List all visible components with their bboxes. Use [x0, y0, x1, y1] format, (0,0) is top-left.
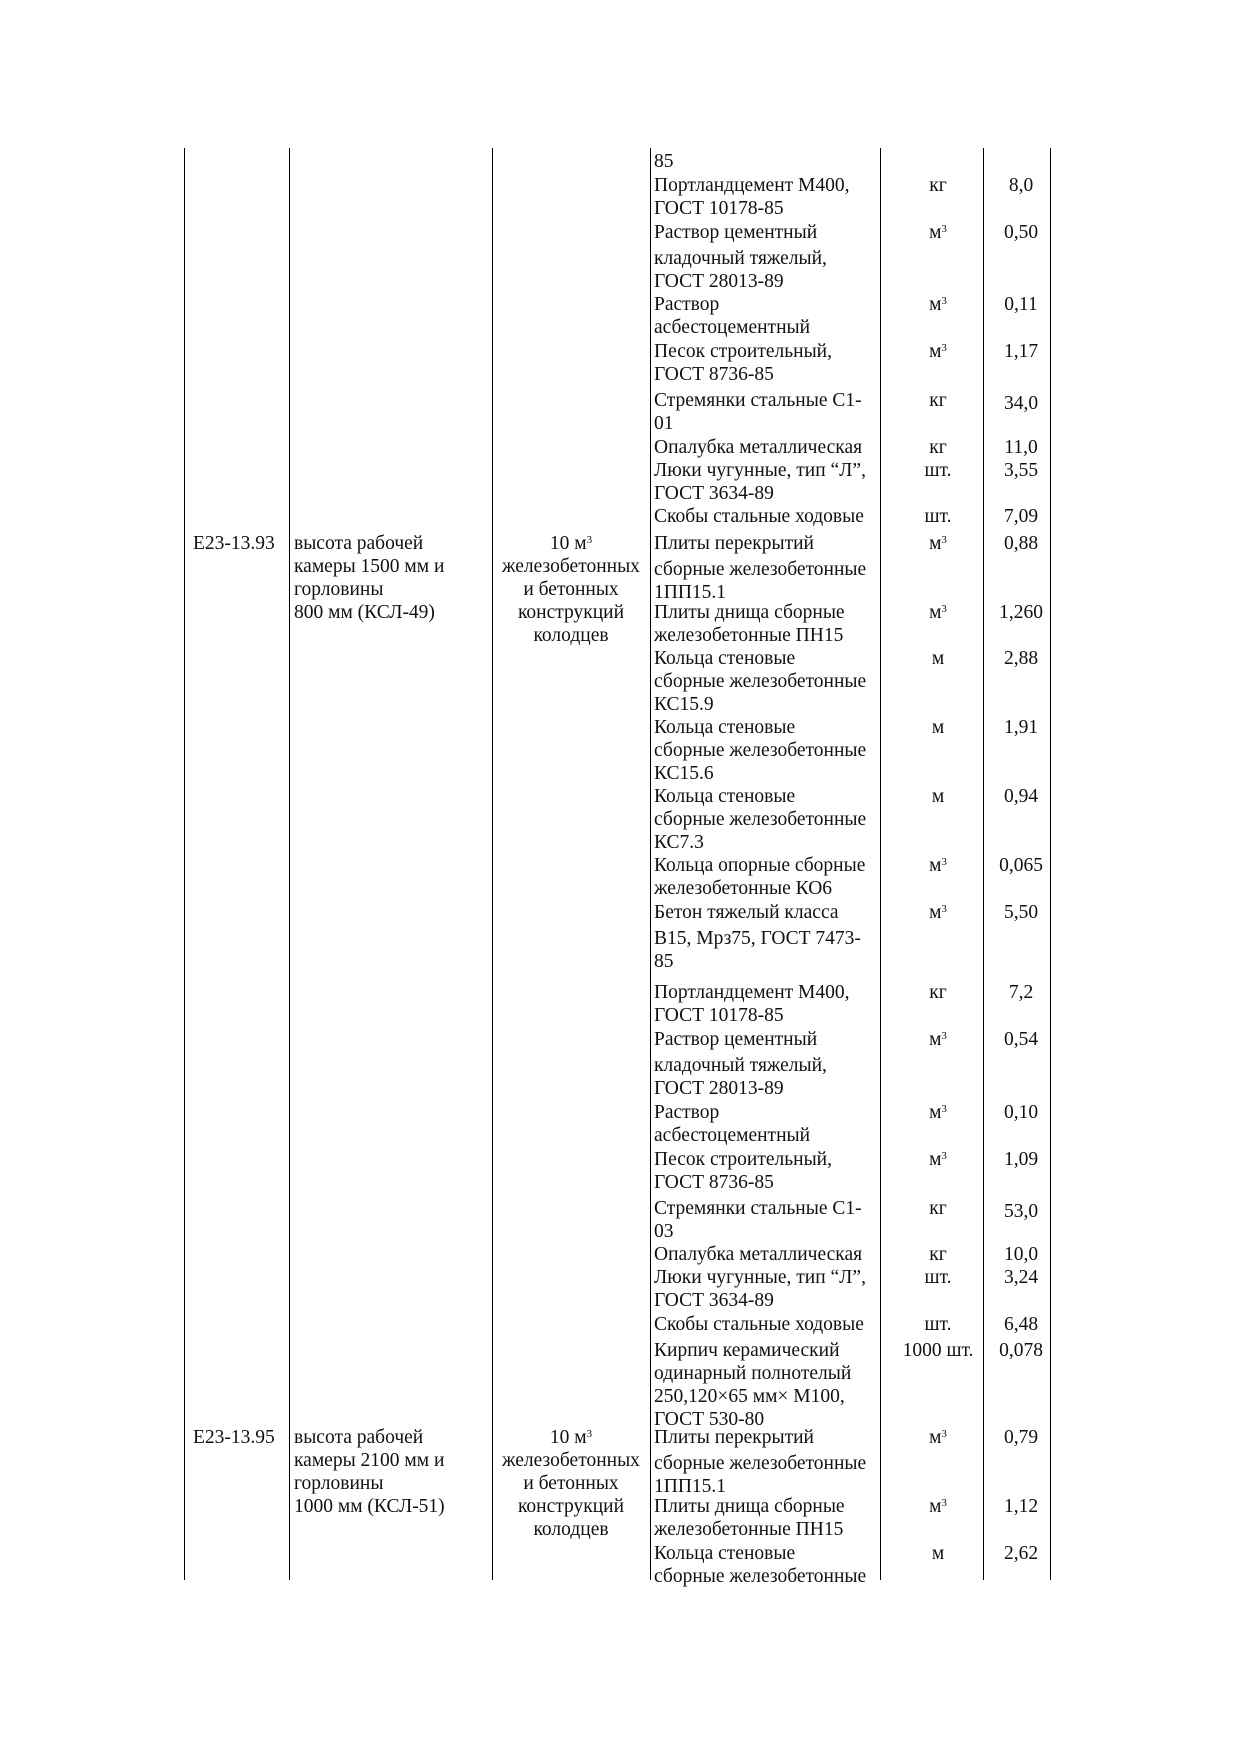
resource-name: [654, 1313, 864, 1336]
desc-line: высота рабочей: [294, 533, 424, 554]
column-divider: [650, 148, 651, 1580]
resource-line: сборные железобетонные: [654, 740, 867, 761]
resource-name: [654, 1426, 866, 1498]
unit-line: железобетонных: [502, 556, 640, 577]
unit-of-measure: 1000 шт.: [902, 1340, 974, 1361]
resource-line: ГОСТ 10178-85: [654, 198, 784, 219]
resource-name: [654, 221, 827, 293]
resource-name: [654, 532, 866, 604]
column-divider: [880, 148, 881, 1580]
quantity: 0,10: [1003, 1102, 1039, 1123]
unit-of-measure: кг: [929, 437, 947, 458]
unit-of-measure: шт.: [924, 506, 952, 527]
unit-value-line: 10 $м^3$: [549, 1427, 593, 1448]
item-description: [294, 1426, 445, 1518]
resource-name: [654, 981, 850, 1027]
resource-line: железобетонные ПН15: [654, 625, 844, 646]
quantity: 0,065: [999, 855, 1043, 876]
resource-line: Кольца стеновые: [654, 1543, 796, 1564]
resource-line: Скобы стальные ходовые: [654, 1314, 864, 1335]
resource-line: 85: [654, 151, 674, 172]
resource-name: [654, 1495, 845, 1541]
resource-line: 85: [654, 951, 674, 972]
unit-of-measure: $м^3$: [929, 855, 947, 876]
resource-line: Раствор цементный: [654, 222, 818, 243]
quantity: 2,88: [1003, 648, 1039, 669]
resource-line: ГОСТ 530-80: [654, 1409, 765, 1430]
resource-line: Кольца стеновые: [654, 786, 796, 807]
resource-line: одинарный полнотелый: [654, 1363, 852, 1384]
unit-of-measure: кг: [929, 390, 947, 411]
quantity: 6,48: [1003, 1314, 1039, 1335]
resource-line: сборные железобетонные: [654, 1566, 867, 1587]
resource-line: ГОСТ 28013-89: [654, 1078, 784, 1099]
resource-line: КС7.3: [654, 832, 704, 853]
resource-line: Бетон тяжелый класса: [654, 902, 839, 923]
resource-name: [654, 647, 866, 716]
unit-line: колодцев: [533, 625, 609, 646]
resource-line: Опалубка металлическая: [654, 437, 863, 458]
resource-line: Кольца опорные сборные: [654, 855, 866, 876]
unit-of-measure: $м^3$: [929, 1496, 947, 1517]
resource-line: Кольца стеновые: [654, 717, 796, 738]
resource-name: [654, 459, 866, 505]
resource-name: [654, 340, 832, 386]
unit-of-measure: $м^3$: [929, 222, 947, 243]
quantity: 11,0: [1004, 437, 1038, 458]
unit-of-measure: шт.: [924, 460, 952, 481]
resource-name: [654, 436, 862, 459]
unit-of-measure: $м^3$: [929, 1029, 947, 1050]
quantity: 3,55: [1003, 460, 1039, 481]
resource-line: ГОСТ 10178-85: [654, 1005, 784, 1026]
resource-line: 1ПП15.1: [654, 582, 727, 603]
unit-line: конструкций: [517, 602, 625, 623]
resource-line: железобетонные КО6: [654, 878, 833, 899]
resource-line: ГОСТ 3634-89: [654, 1290, 774, 1311]
resource-name: [654, 854, 865, 900]
resource-line: ГОСТ 3634-89: [654, 483, 774, 504]
resource-line: ГОСТ 8736-85: [654, 1172, 774, 1193]
resource-name: [654, 505, 864, 528]
column-divider: [492, 148, 493, 1580]
unit-value-line: 10 $м^3$: [549, 533, 593, 554]
unit-of-measure: кг: [929, 1198, 947, 1219]
item-code: Е23-13.95: [193, 1427, 275, 1448]
unit-of-measure: $м^3$: [929, 341, 947, 362]
quantity: 1,12: [1003, 1496, 1039, 1517]
unit-of-measure: м: [931, 1543, 945, 1564]
desc-line: 1000 мм (КСЛ-51): [294, 1496, 445, 1517]
resource-line: Плиты днища сборные: [654, 602, 845, 623]
quantity: 8,0: [1008, 175, 1034, 196]
resource-name: [654, 601, 845, 647]
resource-line: сборные железобетонные: [654, 671, 867, 692]
resource-line: 03: [654, 1221, 674, 1242]
unit-of-measure: кг: [929, 1244, 947, 1265]
unit-of-measure: $м^3$: [929, 294, 947, 315]
quantity: 0,54: [1003, 1029, 1039, 1050]
resource-line: Портландцемент М400,: [654, 982, 850, 1003]
quantity: 0,078: [999, 1340, 1043, 1361]
unit-of-measure: м: [931, 717, 945, 738]
resource-name: [654, 716, 866, 785]
resource-name: [654, 1101, 810, 1147]
resource-line: ГОСТ 8736-85: [654, 364, 774, 385]
resource-name: [654, 1266, 866, 1312]
quantity: 0,88: [1003, 533, 1039, 554]
resource-line: Люки чугунные, тип “Л”,: [654, 460, 866, 481]
resource-name: [654, 785, 866, 854]
resource-name: [654, 1339, 851, 1431]
resource-line: железобетонные ПН15: [654, 1519, 844, 1540]
unit-of-measure: шт.: [924, 1314, 952, 1335]
quantity: 1,260: [999, 602, 1043, 623]
resource-line: Песок строительный,: [654, 341, 832, 362]
resource-name: [654, 174, 850, 220]
resource-name: [654, 1028, 827, 1100]
unit-of-measure: шт.: [924, 1267, 952, 1288]
resource-line: сборные железобетонные: [654, 809, 867, 830]
resource-line: асбестоцементный: [654, 317, 811, 338]
resource-line: Кольца стеновые: [654, 648, 796, 669]
desc-line: высота рабочей: [294, 1427, 424, 1448]
resource-line: Портландцемент М400,: [654, 175, 850, 196]
item-code: Е23-13.93: [193, 533, 275, 554]
quantity: 1,91: [1003, 717, 1039, 738]
quantity: 0,50: [1003, 222, 1039, 243]
unit-of-measure: $м^3$: [929, 1102, 947, 1123]
quantity: 7,2: [1008, 982, 1034, 1003]
resource-line: кладочный тяжелый,: [654, 1055, 827, 1076]
resource-line: КС15.6: [654, 763, 714, 784]
resource-line: Плиты перекрытий: [654, 1427, 814, 1448]
quantity: 7,09: [1003, 506, 1039, 527]
item-measure-unit: [496, 532, 646, 647]
resource-name: [654, 293, 810, 339]
quantity: 10,0: [1003, 1244, 1039, 1265]
resource-line: КС15.9: [654, 694, 714, 715]
resource-line: 01: [654, 413, 674, 434]
unit-of-measure: м: [931, 786, 945, 807]
resource-name: [654, 1542, 866, 1588]
resource-line: сборные железобетонные: [654, 559, 867, 580]
quantity: 0,94: [1003, 786, 1039, 807]
resource-line: Раствор: [654, 294, 720, 315]
resource-line: Скобы стальные ходовые: [654, 506, 864, 527]
quantity: 53,0: [1003, 1201, 1039, 1222]
quantity: 1,09: [1003, 1149, 1039, 1170]
desc-line: камеры 2100 мм и: [294, 1450, 445, 1471]
resource-name: [654, 1243, 862, 1266]
quantity: 0,11: [1004, 294, 1038, 315]
resource-name: [654, 1197, 862, 1243]
desc-line: горловины: [294, 579, 384, 600]
resource-line: Раствор: [654, 1102, 720, 1123]
resource-line: Плиты днища сборные: [654, 1496, 845, 1517]
resource-line: Опалубка металлическая: [654, 1244, 863, 1265]
resource-line: В15, Мрз75, ГОСТ 7473-: [654, 928, 861, 949]
quantity: 1,17: [1003, 341, 1039, 362]
resource-name: [654, 389, 862, 435]
quantity: 3,24: [1003, 1267, 1039, 1288]
desc-line: камеры 1500 мм и: [294, 556, 445, 577]
unit-line: конструкций: [517, 1496, 625, 1517]
resource-line: Песок строительный,: [654, 1149, 832, 1170]
resource-line: сборные железобетонные: [654, 1453, 867, 1474]
resource-line: 1ПП15.1: [654, 1476, 727, 1497]
unit-of-measure: кг: [929, 175, 947, 196]
unit-of-measure: $м^3$: [929, 902, 947, 923]
resource-name: [654, 150, 674, 173]
resource-line: Кирпич керамический: [654, 1340, 840, 1361]
quantity: 5,50: [1003, 902, 1039, 923]
item-description: [294, 532, 444, 624]
resource-name: [654, 901, 861, 973]
quantity: 0,79: [1003, 1427, 1039, 1448]
unit-line: железобетонных: [502, 1450, 640, 1471]
unit-of-measure: $м^3$: [929, 533, 947, 554]
unit-line: и бетонных: [523, 1473, 619, 1494]
resource-line: ГОСТ 28013-89: [654, 271, 784, 292]
unit-of-measure: м: [931, 648, 945, 669]
column-divider: [184, 148, 185, 1580]
resource-line: Плиты перекрытий: [654, 533, 814, 554]
unit-line: и бетонных: [523, 579, 619, 600]
quantity: 34,0: [1003, 393, 1039, 414]
resource-line: Раствор цементный: [654, 1029, 818, 1050]
resource-line: Стремянки стальные С1-: [654, 1198, 862, 1219]
resource-line: кладочный тяжелый,: [654, 248, 827, 269]
resource-line: асбестоцементный: [654, 1125, 811, 1146]
resource-line: Люки чугунные, тип “Л”,: [654, 1267, 866, 1288]
desc-line: горловины: [294, 1473, 384, 1494]
unit-of-measure: $м^3$: [929, 602, 947, 623]
quantity: 2,62: [1003, 1543, 1039, 1564]
desc-line: 800 мм (КСЛ-49): [294, 602, 435, 623]
unit-of-measure: $м^3$: [929, 1149, 947, 1170]
resource-line: Стремянки стальные С1-: [654, 390, 862, 411]
unit-of-measure: $м^3$: [929, 1427, 947, 1448]
unit-line: колодцев: [533, 1519, 609, 1540]
resource-line: 250,120×65 мм× М100,: [654, 1386, 845, 1407]
item-measure-unit: [496, 1426, 646, 1541]
column-divider: [289, 148, 290, 1580]
resource-name: [654, 1148, 832, 1194]
unit-of-measure: кг: [929, 982, 947, 1003]
